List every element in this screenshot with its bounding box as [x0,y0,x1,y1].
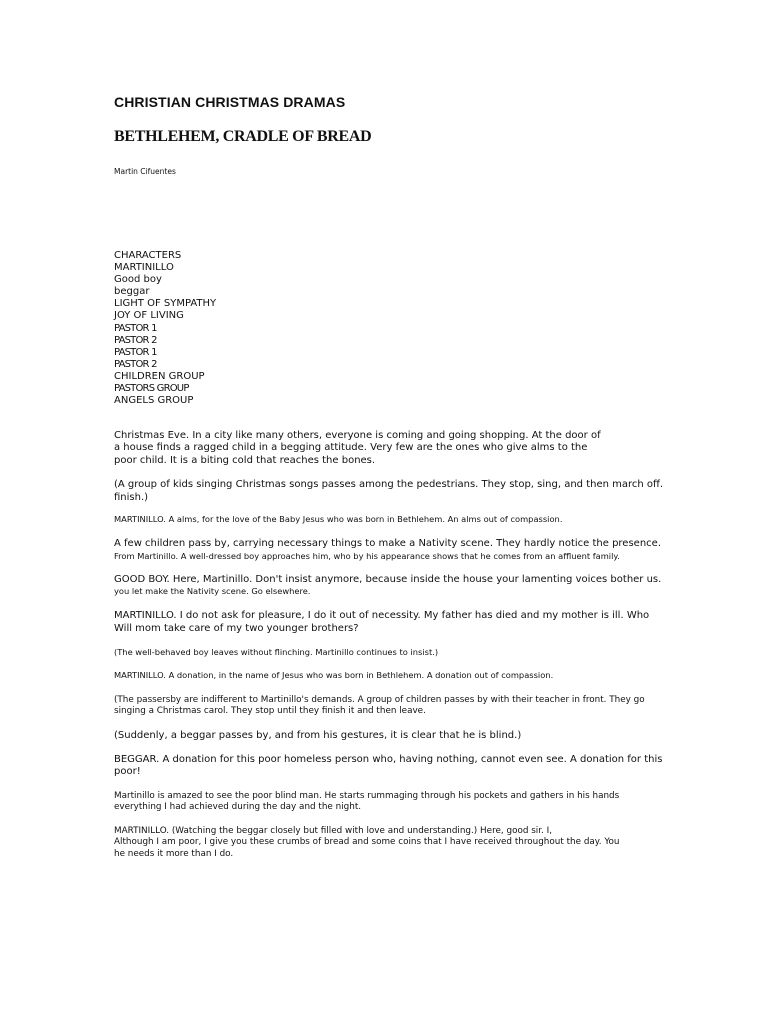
character-item: LIGHT OF SYMPATHY [114,298,217,310]
dialogue-paragraph [114,514,654,525]
stage-direction-paragraph [114,730,654,742]
stage-direction-paragraph [114,791,654,814]
character-list-heading: CHARACTERS [114,250,182,261]
text-line: GOOD BOY. Here, Martinillo. Don't insist anymore, because inside the house your lamenting voices bother us. [114,573,662,585]
stage-direction-paragraph [114,430,654,467]
character-item: PASTOR 2 [114,358,157,370]
text-line: (The passersby are indifferent to Martinillo's demands. A group of children passes by with their teacher in front. They go [114,694,645,705]
text-line: MARTINILLO. A alms, for the love of the Baby Jesus who was born in Bethlehem. An alms out of compassion. [114,514,563,525]
dialogue-paragraph [114,610,654,635]
text-line: BEGGAR. A donation for this poor homeless person who, having nothing, cannot even see. A donation for this [114,754,663,766]
text-line: A few children pass by, carrying necessary things to make a Nativity scene. They hardly notice the presence. [114,538,661,550]
dialogue-paragraph [114,754,663,779]
stage-direction-paragraph [114,479,664,504]
text-line: a house finds a ragged child in a begging attitude. Very few are the ones who give alms to the [114,442,588,454]
dialogue-paragraph [114,670,654,681]
text-line: (A group of kids singing Christmas songs passes among the pedestrians. They stop, sing, and then march off. [114,479,664,491]
character-item: Good boy [114,274,162,286]
character-item: MARTINILLO [114,262,174,274]
text-line: he needs it more than I do. [114,848,234,859]
text-line: finish.) [114,491,149,503]
character-list [114,250,216,407]
stage-direction-paragraph [114,695,654,718]
stage-direction-paragraph [114,538,661,562]
character-item: PASTOR 1 [114,346,157,358]
character-item: PASTORS GROUP [114,383,189,395]
text-line: From Martinillo. A well-dressed boy approaches him, who by his appearance shows that he comes from an affluent family. [114,550,620,561]
character-item: beggar [114,286,150,298]
series-title: CHRISTIAN CHRISTMAS DRAMAS [114,94,346,110]
text-line: (Suddenly, a beggar passes by, and from his gestures, it is clear that he is blind.) [114,729,522,741]
dialogue-paragraph [114,826,654,861]
script-body [114,430,664,860]
text-line: Although I am poor, I give you these crumbs of bread and some coins that I have received throughout the day. You [114,837,620,848]
text-line: (The well-behaved boy leaves without flinching. Martinillo continues to insist.) [114,647,439,658]
text-line: MARTINILLO. A donation, in the name of Jesus who was born in Bethlehem. A donation out of compassion. [114,670,554,681]
text-line: poor child. It is a biting cold that reaches the bones. [114,454,376,466]
text-line: MARTINILLO. (Watching the beggar closely but filled with love and understanding.) Here, good sir. I, [114,825,553,836]
text-line: Martinillo is amazed to see the poor blind man. He starts rummaging through his pockets and gathers in his hands [114,790,620,801]
dialogue-paragraph [114,573,662,598]
text-line: you let make the Nativity scene. Go elsewhere. [114,586,311,597]
character-item: ANGELS GROUP [114,395,194,407]
text-line: Christmas Eve. In a city like many others, everyone is coming and going shopping. At the door of [114,430,601,441]
text-line: MARTINILLO. I do not ask for pleasure, I do it out of necessity. My father has died and my mother is ill. Who [114,610,650,622]
character-item: PASTOR 1 [114,322,157,334]
character-item: JOY OF LIVING [114,310,184,322]
author-name: Martin Cifuentes [114,167,176,176]
stage-direction-paragraph [114,647,654,658]
character-item: CHILDREN GROUP [114,370,205,382]
play-title: BETHLEHEM, CRADLE OF BREAD [114,128,372,145]
character-item: PASTOR 2 [114,334,157,346]
text-line: singing a Christmas carol. They stop until they finish it and then leave. [114,706,426,717]
text-line: everything I had achieved during the day and the night. [114,802,362,813]
text-line: Will mom take care of my two younger brothers? [114,622,359,634]
text-line: poor! [114,766,141,778]
